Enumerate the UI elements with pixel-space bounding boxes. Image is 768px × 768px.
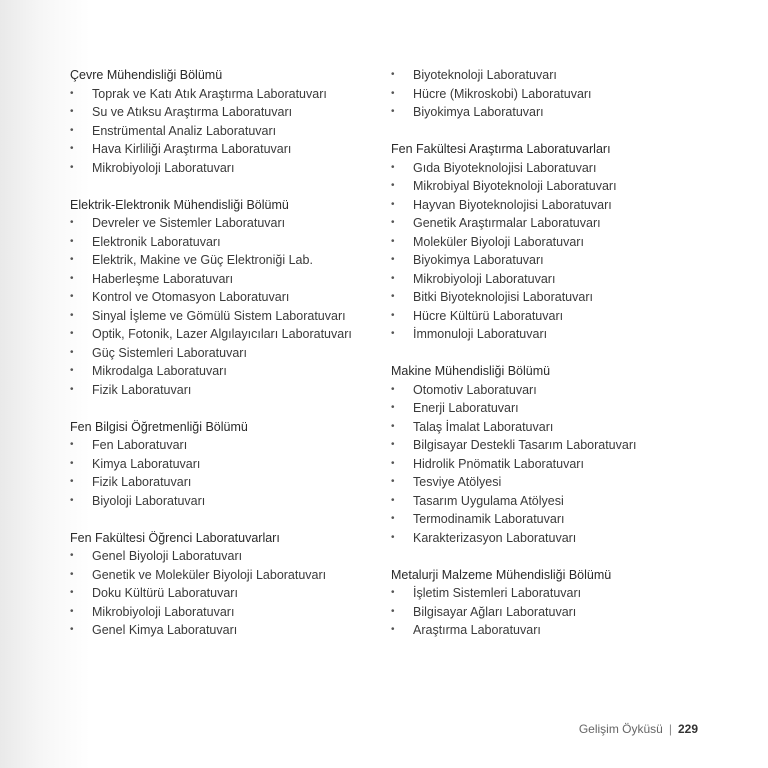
lab-list-item — [391, 159, 721, 178]
bullet-icon: • — [70, 439, 74, 450]
page-number: 229 — [677, 722, 698, 736]
lab-section — [70, 529, 400, 640]
bullet-icon: • — [70, 254, 74, 265]
lab-list-item — [391, 307, 721, 326]
lab-name: Mikrobiyoloji Laboratuvarı — [413, 271, 556, 286]
lab-name: Tesviye Atölyesi — [413, 475, 502, 489]
lab-list-item — [391, 196, 721, 215]
lab-name: Mikrobiyoloji Laboratuvarı — [92, 604, 235, 619]
lab-list — [70, 214, 400, 399]
bullet-icon: • — [70, 568, 74, 580]
lab-list-item — [70, 325, 400, 344]
lab-list-item — [70, 103, 400, 122]
lab-name: Devreler ve Sistemler Laboratuvarı — [92, 216, 286, 230]
bullet-icon: • — [391, 106, 395, 117]
lab-name: Hava Kirliliği Araştırma Laboratuvarı — [92, 142, 292, 156]
lab-list-item — [391, 103, 721, 122]
lab-name: Karakterizasyon Laboratuvarı — [413, 530, 577, 545]
lab-name: İşletim Sistemleri Laboratuvarı — [413, 586, 582, 600]
bullet-icon: • — [70, 217, 74, 228]
lab-list-item — [391, 510, 721, 529]
bullet-icon: • — [391, 328, 395, 339]
bullet-icon: • — [391, 494, 395, 506]
bullet-icon: • — [391, 457, 395, 469]
lab-name: Mikrobiyal Biyoteknoloji Laboratuvarı — [413, 179, 617, 193]
lab-name: Mikrodalga Laboratuvarı — [92, 364, 227, 378]
lab-name: Biyoteknoloji Laboratuvarı — [413, 68, 557, 82]
lab-section — [70, 66, 400, 177]
lab-list-item — [391, 85, 721, 104]
bullet-icon: • — [391, 235, 395, 247]
lab-list-item — [70, 621, 400, 640]
bullet-icon: • — [70, 605, 74, 617]
lab-list-item — [70, 473, 400, 492]
lab-name: Kontrol ve Otomasyon Laboratuvarı — [92, 290, 290, 304]
lab-section — [70, 418, 400, 511]
left-column — [70, 66, 400, 658]
lab-list-item — [391, 66, 721, 85]
bullet-icon: • — [70, 291, 74, 302]
lab-list-item — [391, 473, 721, 492]
lab-list-item — [70, 547, 400, 566]
lab-name: Bilgisayar Destekli Tasarım Laboratuvarı — [413, 438, 637, 452]
lab-name: İmmonuloji Laboratuvarı — [413, 327, 548, 341]
bullet-icon: • — [70, 143, 74, 154]
lab-name: Fizik Laboratuvarı — [92, 475, 192, 489]
lab-name: Hücre Kültürü Laboratuvarı — [413, 308, 564, 323]
bullet-icon: • — [70, 235, 74, 247]
lab-list-item — [391, 381, 721, 400]
lab-name: Biyoloji Laboratuvarı — [92, 493, 206, 508]
lab-name: Elektrik, Makine ve Güç Elektroniği Lab. — [92, 253, 313, 267]
lab-name: Tasarım Uygulama Atölyesi — [413, 493, 564, 508]
lab-list — [70, 85, 400, 178]
bullet-icon: • — [70, 87, 74, 99]
section-heading: Çevre Mühendisliği Bölümü — [70, 68, 223, 82]
lab-list-item — [70, 251, 400, 270]
lab-name: Biyokimya Laboratuvarı — [413, 105, 544, 119]
lab-list — [391, 66, 721, 122]
bullet-icon: • — [70, 346, 74, 358]
lab-name: Termodinamik Laboratuvarı — [413, 512, 565, 526]
lab-list-item — [70, 307, 400, 326]
bullet-icon: • — [391, 217, 395, 228]
bullet-icon: • — [391, 198, 395, 210]
section-heading: Fen Bilgisi Öğretmenliği Bölümü — [70, 419, 248, 434]
lab-name: Moleküler Biyoloji Laboratuvarı — [413, 234, 584, 249]
bullet-icon: • — [391, 402, 395, 413]
lab-list-item — [70, 566, 400, 585]
lab-list-item — [391, 288, 721, 307]
bullet-icon: • — [391, 254, 395, 265]
lab-name: Araştırma Laboratuvarı — [413, 623, 541, 637]
section-heading: Metalurji Malzeme Mühendisliği Bölümü — [391, 567, 612, 582]
lab-list — [70, 436, 400, 510]
bullet-icon: • — [391, 383, 395, 395]
lab-list-item — [70, 362, 400, 381]
bullet-icon: • — [70, 365, 74, 376]
lab-list-item — [70, 603, 400, 622]
bullet-icon: • — [391, 161, 395, 173]
lab-list-item — [391, 584, 721, 603]
bullet-icon: • — [70, 161, 74, 173]
bullet-icon: • — [391, 439, 395, 450]
lab-name: Talaş İmalat Laboratuvarı — [413, 419, 554, 434]
bullet-icon: • — [70, 272, 74, 284]
lab-name: Toprak ve Katı Atık Araştırma Laboratuvarı — [92, 86, 327, 101]
lab-name: Fizik Laboratuvarı — [92, 382, 192, 397]
lab-list-item — [70, 85, 400, 104]
lab-list-item — [70, 381, 400, 400]
bullet-icon: • — [70, 494, 74, 506]
lab-name: Bilgisayar Ağları Laboratuvarı — [413, 604, 577, 619]
lab-name: Otomotiv Laboratuvarı — [413, 382, 537, 397]
bullet-icon: • — [391, 291, 395, 302]
lab-list-item — [391, 529, 721, 548]
lab-section — [391, 362, 721, 547]
lab-list-item — [391, 251, 721, 270]
lab-name: Genetik Araştırmalar Laboratuvarı — [413, 216, 601, 230]
lab-list-item — [70, 122, 400, 141]
bullet-icon: • — [70, 476, 74, 487]
footer-section-title: Gelişim Öyküsü — [578, 722, 663, 736]
bullet-icon: • — [70, 624, 74, 635]
lab-list — [391, 381, 721, 548]
lab-name: Doku Kültürü Laboratuvarı — [92, 586, 238, 600]
bullet-icon: • — [70, 457, 74, 469]
lab-name: Genetik ve Moleküler Biyoloji Laboratuvarı — [92, 567, 327, 582]
bullet-icon: • — [70, 328, 74, 339]
bullet-icon: • — [391, 420, 395, 432]
lab-list-item — [70, 159, 400, 178]
lab-list-item — [70, 140, 400, 159]
lab-list-item — [391, 455, 721, 474]
lab-name: Sinyal İşleme ve Gömülü Sistem Laboratuvarı — [92, 308, 346, 323]
bullet-icon: • — [391, 180, 395, 191]
lab-name: Biyokimya Laboratuvarı — [413, 253, 544, 267]
section-heading: Fen Fakültesi Öğrenci Laboratuvarları — [70, 530, 280, 545]
lab-list-item — [391, 177, 721, 196]
lab-name: Elektronik Laboratuvarı — [92, 234, 221, 249]
section-heading: Fen Fakültesi Araştırma Laboratuvarları — [391, 142, 611, 156]
lab-list-item — [70, 455, 400, 474]
bullet-icon: • — [391, 87, 395, 99]
bullet-icon: • — [391, 309, 395, 321]
lab-name: Su ve Atıksu Araştırma Laboratuvarı — [92, 105, 293, 119]
bullet-icon: • — [391, 513, 395, 524]
lab-section — [70, 196, 400, 400]
lab-list — [70, 547, 400, 640]
lab-name: Hidrolik Pnömatik Laboratuvarı — [413, 456, 584, 471]
lab-name: Haberleşme Laboratuvarı — [92, 271, 234, 286]
lab-list-item — [70, 436, 400, 455]
lab-list-item — [70, 270, 400, 289]
lab-list-item — [391, 399, 721, 418]
lab-name: Hücre (Mikroskobi) Laboratuvarı — [413, 86, 592, 101]
lab-list-item — [391, 621, 721, 640]
lab-list-item — [70, 344, 400, 363]
bullet-icon: • — [70, 309, 74, 321]
bullet-icon: • — [391, 272, 395, 284]
bullet-icon: • — [391, 624, 395, 635]
bullet-icon: • — [70, 124, 74, 136]
lab-list — [391, 159, 721, 344]
lab-list-item — [391, 325, 721, 344]
section-heading: Elektrik-Elektronik Mühendisliği Bölümü — [70, 197, 289, 212]
lab-name: Fen Laboratuvarı — [92, 438, 188, 452]
bullet-icon: • — [391, 605, 395, 617]
footer-separator: | — [668, 722, 672, 736]
lab-list-item — [70, 214, 400, 233]
lab-section — [391, 66, 721, 122]
lab-name: Kimya Laboratuvarı — [92, 456, 201, 471]
lab-list-item — [391, 603, 721, 622]
lab-list-item — [391, 436, 721, 455]
bullet-icon: • — [70, 550, 74, 561]
bullet-icon: • — [70, 106, 74, 117]
lab-name: Genel Biyoloji Laboratuvarı — [92, 549, 243, 563]
lab-list-item — [391, 214, 721, 233]
bullet-icon: • — [391, 476, 395, 487]
bullet-icon: • — [391, 531, 395, 543]
lab-name: Bitki Biyoteknolojisi Laboratuvarı — [413, 290, 593, 304]
lab-list-item — [391, 233, 721, 252]
section-heading: Makine Mühendisliği Bölümü — [391, 364, 551, 378]
lab-list — [391, 584, 721, 640]
lab-name: Enstrümental Analiz Laboratuvarı — [92, 123, 277, 138]
lab-list-item — [391, 492, 721, 511]
lab-name: Enerji Laboratuvarı — [413, 401, 519, 415]
bullet-icon: • — [70, 383, 74, 395]
lab-section — [391, 140, 721, 344]
lab-list-item — [70, 492, 400, 511]
lab-name: Güç Sistemleri Laboratuvarı — [92, 345, 247, 360]
bullet-icon: • — [391, 69, 395, 80]
lab-list-item — [70, 288, 400, 307]
lab-name: Mikrobiyoloji Laboratuvarı — [92, 160, 235, 175]
page-footer — [579, 722, 698, 736]
lab-list-item — [70, 584, 400, 603]
lab-name: Genel Kimya Laboratuvarı — [92, 623, 238, 637]
bullet-icon: • — [70, 587, 74, 598]
lab-list-item — [70, 233, 400, 252]
lab-section — [391, 566, 721, 640]
lab-list-item — [391, 418, 721, 437]
lab-list-item — [391, 270, 721, 289]
bullet-icon: • — [391, 587, 395, 598]
right-column — [391, 66, 721, 658]
lab-name: Gıda Biyoteknolojisi Laboratuvarı — [413, 160, 597, 175]
lab-name: Optik, Fotonik, Lazer Algılayıcıları Laboratuvarı — [92, 327, 352, 341]
lab-name: Hayvan Biyoteknolojisi Laboratuvarı — [413, 197, 612, 212]
